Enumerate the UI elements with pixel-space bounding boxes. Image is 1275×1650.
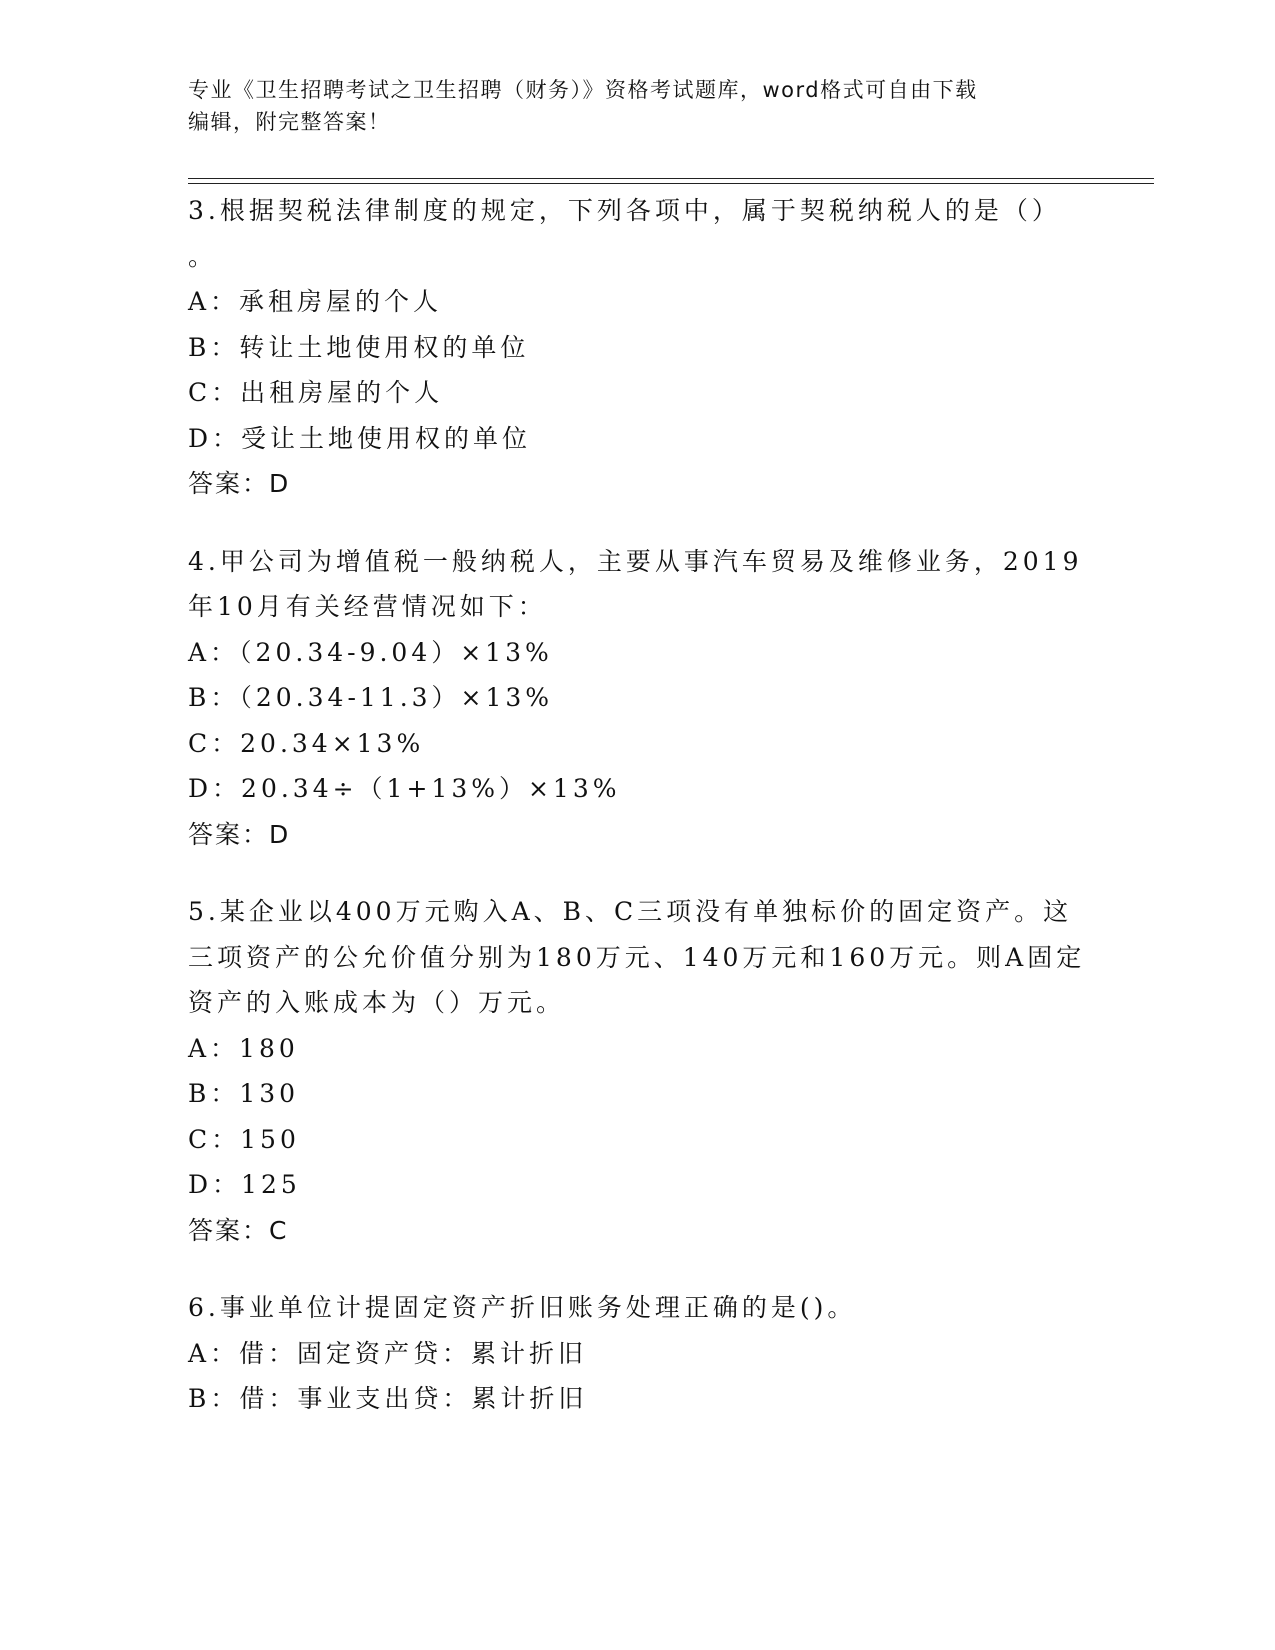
question-stem-line: 三项资产的公允价值分别为180万元、140万元和160万元。则A固定: [188, 942, 1086, 972]
question-3: [188, 188, 1088, 507]
header-divider-bottom: [188, 183, 1154, 184]
answer-line: 答案：D: [188, 819, 291, 849]
option-b: B：借：事业支出贷：累计折旧: [188, 1384, 588, 1413]
question-stem-line: 6.事业单位计提固定资产折旧账务处理正确的是()。: [188, 1293, 857, 1322]
option-d: D：125: [188, 1170, 301, 1199]
answer-line: 答案：D: [188, 469, 291, 498]
question-stem-line: 。: [188, 241, 218, 271]
header-line-1: 专业《卫生招聘考试之卫生招聘（财务）》资格考试题库，word格式可自由下载: [188, 78, 978, 102]
question-stem-line: 4.甲公司为增值税一般纳税人，主要从事汽车贸易及维修业务，2019: [188, 546, 1083, 576]
option-a: A：180: [188, 1033, 299, 1063]
question-stem-line: 3.根据契税法律制度的规定，下列各项中，属于契税纳税人的是（）: [188, 196, 1061, 225]
option-a: A：借：固定资产贷：累计折旧: [188, 1338, 588, 1368]
question-stem-line: 资产的入账成本为（）万元。: [188, 988, 566, 1017]
question-stem-line: 5.某企业以400万元购入A、B、C三项没有单独标价的固定资产。这: [188, 897, 1073, 926]
question-list: [188, 188, 1088, 1454]
option-c: C：出租房屋的个人: [188, 378, 444, 407]
header-line-2: 编辑，附完整答案！: [188, 110, 391, 134]
option-a: A：承租房屋的个人: [188, 287, 443, 316]
option-d: D：20.34÷（1+13%）×13%: [188, 774, 621, 803]
option-b: B：（20.34-11.3）×13%: [188, 683, 554, 712]
question-stem-line: 年10月有关经营情况如下：: [188, 592, 547, 621]
option-c: C：150: [188, 1124, 300, 1154]
option-c: C：20.34×13%: [188, 728, 425, 758]
answer-line: 答案：C: [188, 1215, 289, 1245]
option-b: B：130: [188, 1079, 300, 1108]
question-6: [188, 1285, 1088, 1422]
option-d: D：受让土地使用权的单位: [188, 423, 532, 453]
option-a: A：（20.34-9.04）×13%: [188, 637, 553, 667]
header-divider-top: [188, 178, 1154, 179]
document-header: [188, 74, 1088, 138]
question-5: [188, 889, 1088, 1253]
option-b: B：转让土地使用权的单位: [188, 332, 530, 362]
question-4: [188, 539, 1088, 858]
